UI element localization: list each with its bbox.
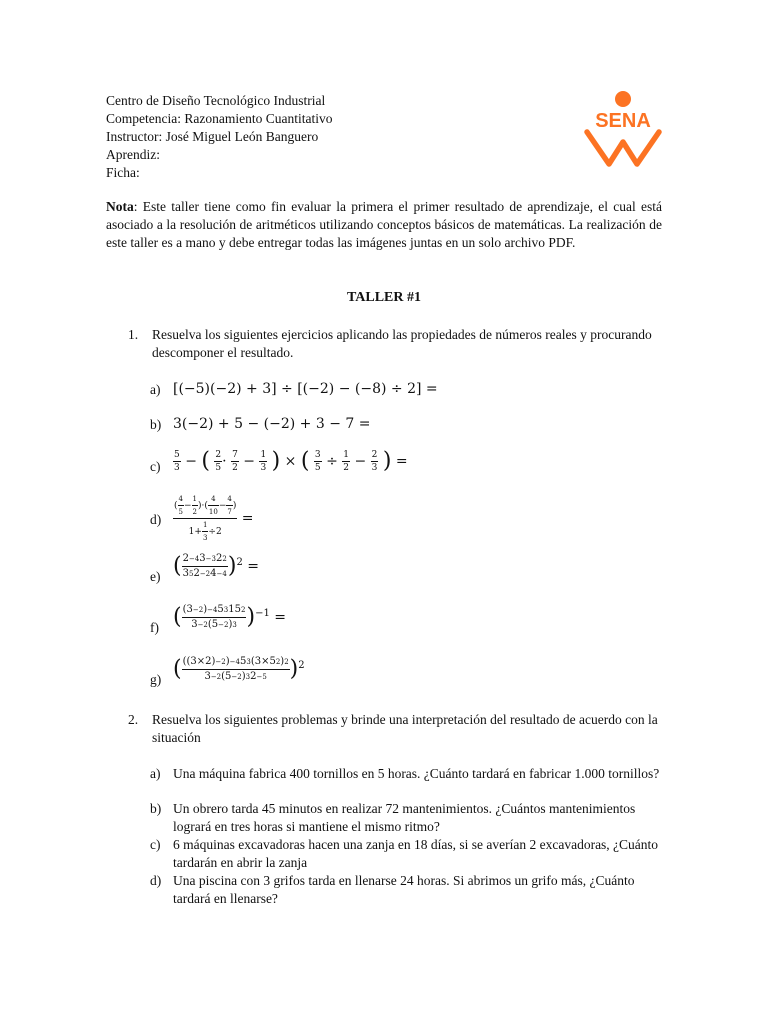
aprendiz-field: Aprendiz: [106,147,160,162]
note-paragraph [106,198,662,252]
exercise-d-label: d) [150,512,162,527]
problem-b-label: b) [150,801,162,816]
exercise-e-expression: ( $\frac{2-43-322}{352-24-4}$ )$^2$ = [173,553,259,579]
competencia-line: Competencia: Razonamiento Cuantitativo [106,111,333,126]
problem-a-text: Una máquina fabrica 400 tornillos en 5 horas. ¿Cuánto tardará en fabricar 1.000 tornillos? [173,766,660,781]
sena-logo [583,90,663,172]
exercise-b-label: b) [150,417,162,432]
problem-d-text: Una piscina con 3 grifos tarda en llenarse 24 horas. Si abrimos un grifo más, ¿Cuánto tardará en llenarse? [173,873,635,906]
problem-a-label: a) [150,766,161,781]
exercise-b-expression: 3(−2) + 5 − (−2) + 3 − 7 = [173,416,371,432]
exercise-c-label: c) [150,459,161,474]
svg-text:SENA: SENA [595,110,651,132]
problem-d-label: d) [150,873,162,888]
header-block [106,92,526,182]
problem-c-label: c) [150,837,161,852]
exercise-e-label: e) [150,569,161,584]
document-title: TALLER #1 [346,290,422,305]
section-2-number: 2. [128,712,139,727]
section-1-instructions: Resuelva los siguientes ejercicios aplicando las propiedades de números reales y procurando descomponer el resultado. [152,327,652,360]
exercise-d-expression: ( $\frac{4}{5}$ − $\frac{1}{2}$ )·( $\frac{4}{10}$ − $\frac{4}{7}$ ) 1+ $\frac{1}{3}$ ÷2 = [174,495,254,542]
exercise-a-label: a) [150,382,161,397]
exercise-g-label: g) [150,672,162,687]
instructor-line: Instructor: José Miguel León Banguero [106,129,319,144]
note-label: Nota [106,199,134,214]
problem-c-text: 6 máquinas excavadoras hacen una zanja en 18 días, si se averían 2 excavadoras, ¿Cuánto tardarán en abrir la zanja [173,837,659,870]
exercise-f-expression: ( $\frac{(3-2)-453152}{3-2(5-2)3}$ )$^{-1}$ = [173,604,286,630]
section-2-instructions: Resuelva los siguientes problemas y brinde una interpretación del resultado de acuerdo con la situación [152,712,658,745]
exercise-f-label: f) [150,620,159,635]
exercise-c-expression: $\frac{5}{3}$ − ( $\frac{2}{5}$ · $\frac{7}{2}$ − $\frac{1}{3}$ ) × ( $\frac{3}{5}$ ÷ $\frac{1}{2}$ − $\frac{2}{3}$ ) = [174,448,408,474]
exercise-a-expression: [(−5)(−2) + 3] ÷ [(−2) − (−8) ÷ 2] = [173,381,438,397]
exercise-g-expression: ( $\frac{((3\times 2)-2)-453(3\times 52)2}{3-2(5-2)32-5}$ )$^2$ [173,656,305,682]
center-name: Centro de Diseño Tecnológico Industrial [106,93,326,108]
note-text: : Este taller tiene como fin evaluar la primera el primer resultado de aprendizaje, el cual está asociado a la resolución de aritméticos utilizando conceptos básicos de matemáticas. La realización de este taller es a mano y debe entregar todas las imágenes juntas en un solo archivo PDF. [106,199,662,250]
problem-b-text: Un obrero tarda 45 minutos en realizar 72 mantenimientos. ¿Cuántos mantenimientos logrará en tres horas si mantiene el mismo ritmo? [173,801,636,834]
ficha-field: Ficha: [106,165,140,180]
section-1-number: 1. [128,327,139,342]
